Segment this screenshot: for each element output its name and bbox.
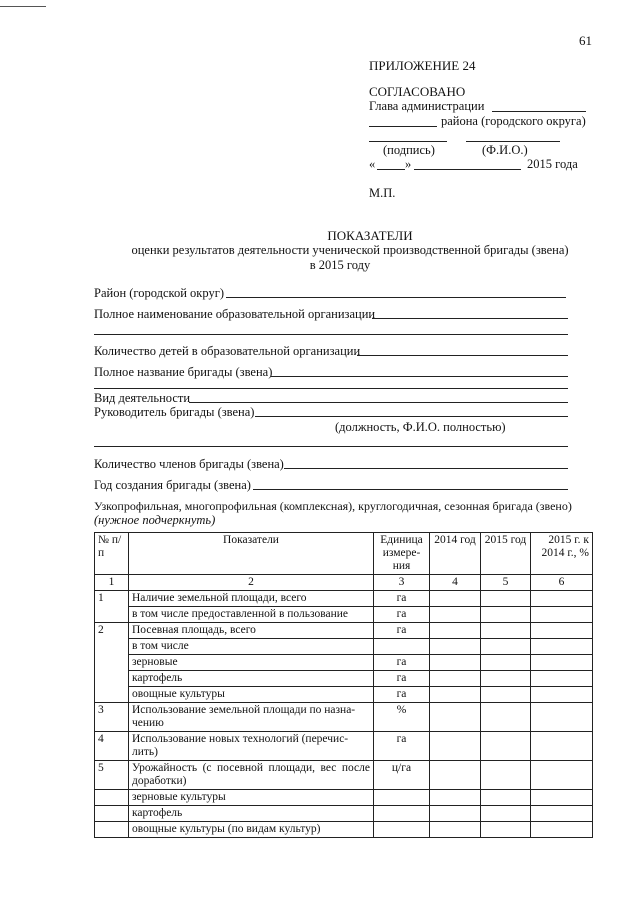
row-unit: га <box>374 687 430 703</box>
stamp-label: М.П. <box>369 186 396 200</box>
row-name: картофель <box>129 806 374 822</box>
row-num-empty <box>95 806 129 822</box>
cell-2014[interactable] <box>430 687 481 703</box>
day-line[interactable] <box>377 169 405 170</box>
signature-caption: (подпись) <box>383 143 435 157</box>
leader-hint: (должность, Ф.И.О. полностью) <box>335 420 506 434</box>
page-number: 61 <box>579 33 592 48</box>
table-row <box>95 671 593 687</box>
cell-2014[interactable] <box>430 607 481 623</box>
brigade-name-label: Полное название бригады (звена) <box>94 365 273 379</box>
leader-line[interactable] <box>255 416 568 417</box>
table-row <box>95 822 593 838</box>
cell-ratio[interactable] <box>531 655 593 671</box>
table-row <box>95 591 593 607</box>
header-num: № п/п <box>95 533 129 575</box>
row-name: Использование новых технологий (перечис-лить) <box>129 732 374 761</box>
row-unit <box>374 639 430 655</box>
cell-2015[interactable] <box>481 655 531 671</box>
row-unit: га <box>374 591 430 607</box>
brigade-type-text: Узкопрофильная, многопрофильная (комплексная), круглогодичная, сезонная бригада (звено) <box>94 499 572 513</box>
row-num-empty <box>95 822 129 838</box>
table-row <box>95 639 593 655</box>
cell-ratio[interactable] <box>531 703 593 732</box>
cell-ratio[interactable] <box>531 732 593 761</box>
table-row <box>95 607 593 623</box>
cell-ratio[interactable] <box>531 806 593 822</box>
month-line[interactable] <box>414 169 521 170</box>
brigade-type-hint: (нужное подчеркнуть) <box>94 513 216 527</box>
row-unit <box>374 806 430 822</box>
table-row <box>95 790 593 806</box>
district-name-line[interactable] <box>369 126 437 127</box>
colnum: 3 <box>374 575 430 591</box>
district-field-label: Район (городской округ) <box>94 286 224 300</box>
row-unit: га <box>374 671 430 687</box>
cell-2015[interactable] <box>481 671 531 687</box>
table-row <box>95 623 593 639</box>
cell-ratio[interactable] <box>531 623 593 639</box>
cell-2015[interactable] <box>481 703 531 732</box>
doc-subtitle: оценки результатов деятельности ученической производственной бригады (звена) <box>131 243 569 257</box>
row-unit: ц/га <box>374 761 430 790</box>
fio-line[interactable] <box>466 141 560 142</box>
org-name-line[interactable] <box>372 318 568 319</box>
cell-2015[interactable] <box>481 687 531 703</box>
row-num: 4 <box>95 732 129 761</box>
cell-ratio[interactable] <box>531 607 593 623</box>
row-unit: га <box>374 607 430 623</box>
activity-label: Вид деятельности <box>94 391 191 405</box>
column-number-row <box>95 575 593 591</box>
cell-2014[interactable] <box>430 806 481 822</box>
table-row <box>95 703 593 732</box>
table-row <box>95 655 593 671</box>
row-name: картофель <box>129 671 374 687</box>
row-num: 1 <box>95 591 129 623</box>
row-num: 3 <box>95 703 129 732</box>
row-unit <box>374 822 430 838</box>
row-unit <box>374 790 430 806</box>
header-ratio: 2015 г. к 2014 г., % <box>531 533 593 575</box>
children-count-label: Количество детей в образовательной организации <box>94 344 361 358</box>
row-num: 5 <box>95 761 129 790</box>
cell-2014[interactable] <box>430 703 481 732</box>
row-name: зерновые культуры <box>129 790 374 806</box>
row-unit: % <box>374 703 430 732</box>
cell-2015[interactable] <box>481 607 531 623</box>
cell-2014[interactable] <box>430 732 481 761</box>
colnum: 4 <box>430 575 481 591</box>
table-row <box>95 687 593 703</box>
fio-caption: (Ф.И.О.) <box>482 143 528 157</box>
row-name: в том числе <box>129 639 374 655</box>
head-admin-label: Глава администрации <box>369 99 485 113</box>
doc-title: ПОКАЗАТЕЛИ <box>327 228 413 243</box>
row-num-empty <box>95 790 129 806</box>
head-admin-line[interactable] <box>492 111 586 112</box>
brigade-name-line-2[interactable] <box>94 388 568 389</box>
row-name: овощные культуры (по видам культур) <box>129 822 374 838</box>
org-name-line-2[interactable] <box>94 334 568 335</box>
header-indicator: Показатели <box>129 533 374 575</box>
row-name: Наличие земельной площади, всего <box>129 591 374 607</box>
signature-line[interactable] <box>369 141 447 142</box>
org-name-label: Полное наименование образовательной организации <box>94 307 376 321</box>
district-field-line[interactable] <box>226 297 566 298</box>
district-suffix: района (городского округа) <box>441 114 586 128</box>
colnum: 5 <box>481 575 531 591</box>
row-unit: га <box>374 623 430 639</box>
scan-top-mark <box>0 6 46 7</box>
indicators-table <box>94 532 593 838</box>
cell-ratio[interactable] <box>531 790 593 806</box>
colnum: 1 <box>95 575 129 591</box>
quote-close: » <box>405 157 412 171</box>
brigade-name-line[interactable] <box>271 376 568 377</box>
row-num: 2 <box>95 623 129 703</box>
header-2014: 2014 год <box>430 533 481 575</box>
children-count-line[interactable] <box>357 355 568 356</box>
cell-2015[interactable] <box>481 761 531 790</box>
colnum: 2 <box>129 575 374 591</box>
cell-2014[interactable] <box>430 761 481 790</box>
table-row <box>95 761 593 790</box>
row-name: зерновые <box>129 655 374 671</box>
doc-year: в 2015 году <box>309 258 371 272</box>
year-text: 2015 года <box>527 157 578 171</box>
row-name: Использование земельной площади по назна-чению <box>129 703 374 732</box>
cell-2014[interactable] <box>430 790 481 806</box>
row-name: Урожайность (с посевной площади, вес после доработки) <box>129 761 374 790</box>
cell-2014[interactable] <box>430 591 481 607</box>
members-count-line[interactable] <box>284 468 568 469</box>
row-unit: га <box>374 732 430 761</box>
cell-2015[interactable] <box>481 732 531 761</box>
leader-line-2[interactable] <box>94 446 568 447</box>
cell-2015[interactable] <box>481 639 531 655</box>
cell-ratio[interactable] <box>531 687 593 703</box>
cell-2014[interactable] <box>430 671 481 687</box>
cell-2015[interactable] <box>481 822 531 838</box>
appendix-label: ПРИЛОЖЕНИЕ 24 <box>369 58 476 73</box>
cell-ratio[interactable] <box>531 822 593 838</box>
cell-2015[interactable] <box>481 623 531 639</box>
cell-2014[interactable] <box>430 655 481 671</box>
cell-2015[interactable] <box>481 806 531 822</box>
cell-2014[interactable] <box>430 639 481 655</box>
colnum: 6 <box>531 575 593 591</box>
row-name: Посевная площадь, всего <box>129 623 374 639</box>
cell-ratio[interactable] <box>531 761 593 790</box>
year-created-line[interactable] <box>253 489 568 490</box>
activity-line[interactable] <box>189 402 568 403</box>
cell-2014[interactable] <box>430 623 481 639</box>
table-header-row <box>95 533 593 575</box>
cell-2014[interactable] <box>430 822 481 838</box>
agreed-label: СОГЛАСОВАНО <box>369 84 466 99</box>
row-unit: га <box>374 655 430 671</box>
table-row <box>95 806 593 822</box>
cell-ratio[interactable] <box>531 591 593 607</box>
header-2015: 2015 год <box>481 533 531 575</box>
cell-ratio[interactable] <box>531 671 593 687</box>
cell-ratio[interactable] <box>531 639 593 655</box>
cell-2015[interactable] <box>481 790 531 806</box>
leader-label: Руководитель бригады (звена) <box>94 405 255 419</box>
quote-open: « <box>369 157 376 171</box>
row-name: овощные культуры <box>129 687 374 703</box>
header-unit: Единица измере-ния <box>374 533 430 575</box>
table-row <box>95 732 593 761</box>
cell-2015[interactable] <box>481 591 531 607</box>
year-created-label: Год создания бригады (звена) <box>94 478 251 492</box>
row-name: в том числе предоставленной в пользование <box>129 607 374 623</box>
members-count-label: Количество членов бригады (звена) <box>94 457 284 471</box>
